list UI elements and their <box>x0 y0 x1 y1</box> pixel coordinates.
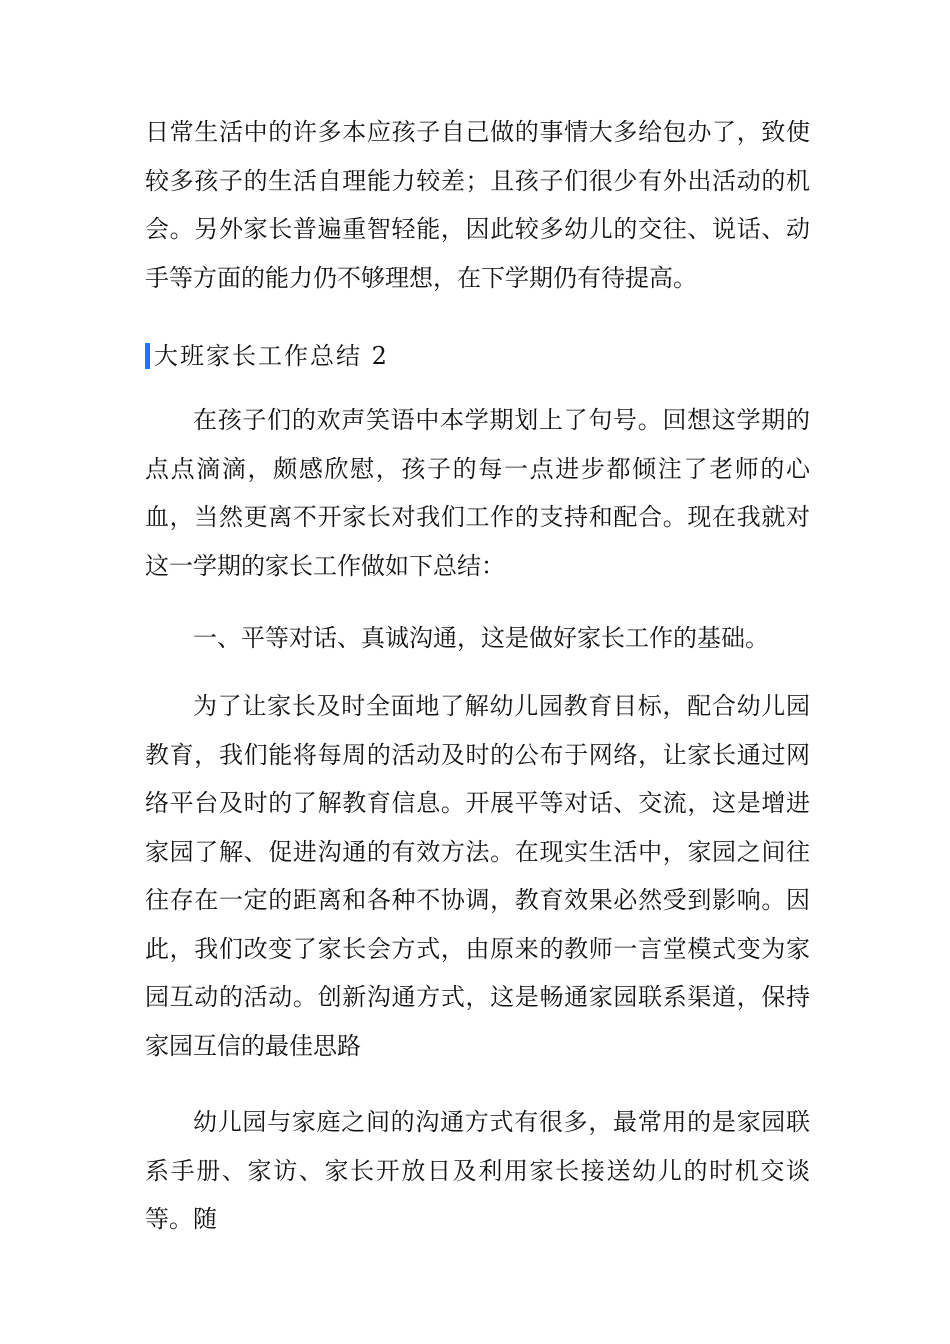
paragraph-point-one: 一、平等对话、真诚沟通，这是做好家长工作的基础。 <box>193 624 769 652</box>
paragraph-continuation: 日常生活中的许多本应孩子自己做的事情大多给包办了，致使较多孩子的生活自理能力较差；且孩子们很少有外出活动的机会。另外家长普遍重智轻能，因此较多幼儿的交往、说话、动手等方面的能力仍不够理想，在下学期仍有待提高。 <box>145 118 810 292</box>
paragraph-intro: 在孩子们的欢声笑语中本学期划上了句号。回想这学期的点点滴滴，颇感欣慰，孩子的每一点进步都倾注了老师的心血，当然更离不开家长对我们工作的支持和配合。现在我就对这一学期的家长工作做如下总结： <box>145 406 810 580</box>
section-heading-title: 大班家长工作总结 2 <box>154 341 389 370</box>
heading-marker-bar <box>145 343 150 369</box>
section-heading <box>145 336 389 370</box>
paragraph-communication: 为了让家长及时全面地了解幼儿园教育目标，配合幼儿园教育，我们能将每周的活动及时的公布于网络，让家长通过网络平台及时的了解教育信息。开展平等对话、交流，这是增进家园了解、促进沟通的有效方法。在现实生活中，家园之间往往存在一定的距离和各种不协调，教育效果必然受到影响。因此，我们改变了家长会方式，由原来的教师一言堂模式变为家园互动的活动。创新沟通方式，这是畅通家园联系渠道，保持家园互信的最佳思路 <box>145 692 810 1060</box>
paragraph-methods: 幼儿园与家庭之间的沟通方式有很多，最常用的是家园联系手册、家访、家长开放日及利用家长接送幼儿的时机交谈等。随 <box>145 1108 810 1233</box>
